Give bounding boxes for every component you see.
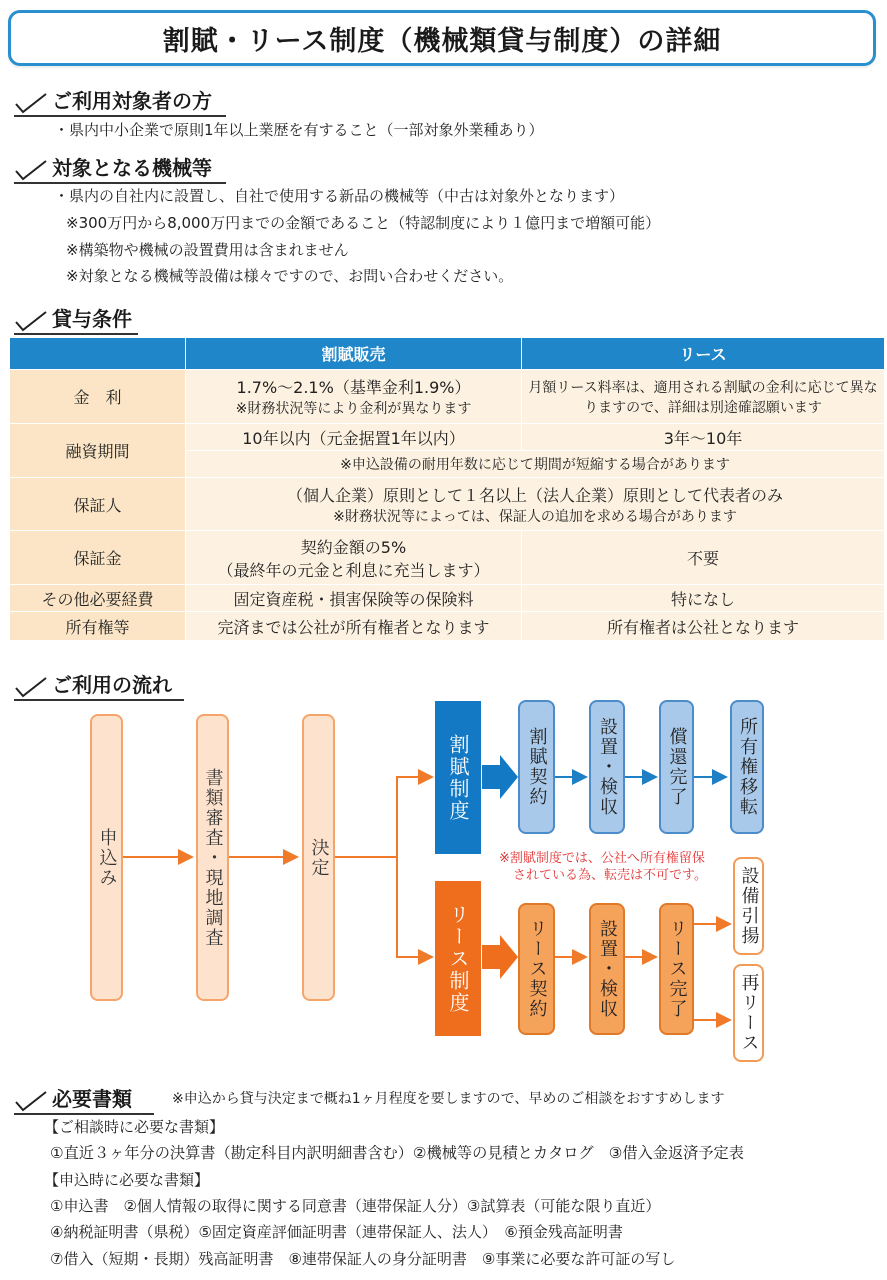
guarantor-note: ※財務状況等によっては、保証人の追加を求める場合があります bbox=[333, 508, 737, 525]
flow-lease-re: 再リース bbox=[733, 964, 764, 1062]
machines-text: ・県内の自社内に設置し、自社で使用する新品の機械等（中古は対象外となります） bbox=[54, 187, 625, 205]
owner-lease: 所有権者は公社となります bbox=[522, 612, 885, 641]
deposit-installment: 契約金額の5% bbox=[300, 537, 407, 557]
deposit-installment-note: （最終年の元金と利息に充当します） bbox=[217, 560, 490, 580]
installment-arrow-icon bbox=[482, 755, 518, 799]
flow-lease-pickup: 設備引揚 bbox=[733, 857, 764, 955]
flow-lease-install: 設置・検収 bbox=[589, 903, 625, 1035]
flow-inst-transfer: 所有権移転 bbox=[730, 700, 764, 834]
installment-note: ※割賦制度では、公社へ所有権留保 bbox=[499, 851, 705, 866]
period-lease: 3年〜10年 bbox=[522, 424, 885, 451]
apply-docs-list: ①申込書 ②個人情報の取得に関する同意書（連帯保証人分）③試算表（可能な限り直近） bbox=[50, 1197, 661, 1215]
flow-installment-system: 割賦制度 bbox=[435, 701, 481, 854]
other-lease: 特になし bbox=[522, 585, 885, 612]
flow-lease-contract: リース契約 bbox=[518, 903, 555, 1035]
flow-lease-end: リース完了 bbox=[659, 903, 694, 1035]
flow-inst-repay: 償還完了 bbox=[659, 700, 694, 834]
flow-inst-install: 設置・検収 bbox=[589, 700, 625, 834]
period-installment: 10年以内（元金据置1年以内） bbox=[186, 424, 522, 451]
section-heading-flow: ご利用の流れ bbox=[14, 668, 172, 698]
rate-lease: 月額リース料率は、適用される割賦の金利に応じて異なりますので、詳細は別途確認願います bbox=[522, 370, 885, 424]
machines-note: ※対象となる機械等設備は様々ですので、お問い合わせください。 bbox=[66, 267, 514, 285]
eligibility-text: ・県内中小企業で原則1年以上業歴を有すること（一部対象外業種あり） bbox=[54, 121, 544, 139]
row-label-deposit: 保証金 bbox=[10, 531, 186, 585]
machines-note: ※300万円から8,000万円までの金額であること（特認制度により１億円まで増額可能） bbox=[66, 214, 661, 232]
other-installment: 固定資産税・損害保険等の保険料 bbox=[186, 585, 522, 612]
row-label-period: 融資期間 bbox=[10, 424, 186, 478]
row-label-owner: 所有権等 bbox=[10, 612, 186, 641]
period-note: ※申込設備の耐用年数に応じて期間が短縮する場合があります bbox=[186, 451, 885, 478]
installment-note: されている為、転売は不可です。 bbox=[513, 868, 707, 883]
flow-step-review: 書類審査・現地調査 bbox=[196, 714, 229, 1001]
consult-docs-title: 【ご相談時に必要な書類】 bbox=[44, 1118, 225, 1136]
apply-docs-list: ④納税証明書（県税）⑤固定資産評価証明書（連帯保証人、法人） ⑥預金残高証明書 bbox=[50, 1223, 623, 1241]
row-label-guarantor: 保証人 bbox=[10, 478, 186, 531]
row-label-other: その他必要経費 bbox=[10, 585, 186, 612]
rate-installment: 1.7%〜2.1%（基準金利1.9%） bbox=[236, 378, 471, 397]
owner-installment: 完済までは公社が所有権者となります bbox=[186, 612, 522, 641]
guarantor-text: （個人企業）原則として１名以上（法人企業）原則として代表者のみ bbox=[286, 485, 783, 505]
header-lease: リース bbox=[522, 338, 885, 370]
flow-step-apply: 申込み bbox=[90, 714, 123, 1001]
flow-lease-system: リース制度 bbox=[435, 881, 481, 1036]
flow-step-decision: 決定 bbox=[302, 714, 335, 1001]
section-heading-machines: 対象となる機械等 bbox=[14, 151, 212, 181]
check-icon bbox=[14, 1090, 48, 1112]
machines-note: ※構築物や機械の設置費用は含まれません bbox=[66, 241, 349, 259]
header-installment: 割賦販売 bbox=[186, 338, 522, 370]
row-label-rate: 金 利 bbox=[10, 370, 186, 424]
documents-note: ※申込から貸与決定まで概ね1ヶ月程度を要しますので、早めのご相談をおすすめします bbox=[172, 1091, 725, 1107]
page-title: 割賦・リース制度（機械類貸与制度）の詳細 bbox=[162, 25, 722, 57]
section-heading-conditions: 貸与条件 bbox=[14, 302, 132, 332]
section-heading-documents: 必要書類 bbox=[14, 1082, 132, 1112]
consult-docs-list: ①直近３ヶ年分の決算書（勘定科目内訳明細書含む）②機械等の見積とカタログ ③借入金返済予定表 bbox=[50, 1144, 744, 1162]
lease-arrow-icon bbox=[482, 935, 518, 979]
section-heading-eligibility: ご利用対象者の方 bbox=[14, 84, 212, 114]
apply-docs-list: ⑦借入（短期・長期）残高証明書 ⑧連帯保証人の身分証明書 ⑨事業に必要な許可証の写し bbox=[50, 1250, 676, 1268]
flow-inst-contract: 割賦契約 bbox=[518, 700, 555, 834]
apply-docs-title: 【申込時に必要な書類】 bbox=[44, 1171, 210, 1189]
rate-installment-note: ※財務状況等により金利が異なります bbox=[235, 401, 472, 417]
deposit-lease: 不要 bbox=[522, 531, 885, 585]
